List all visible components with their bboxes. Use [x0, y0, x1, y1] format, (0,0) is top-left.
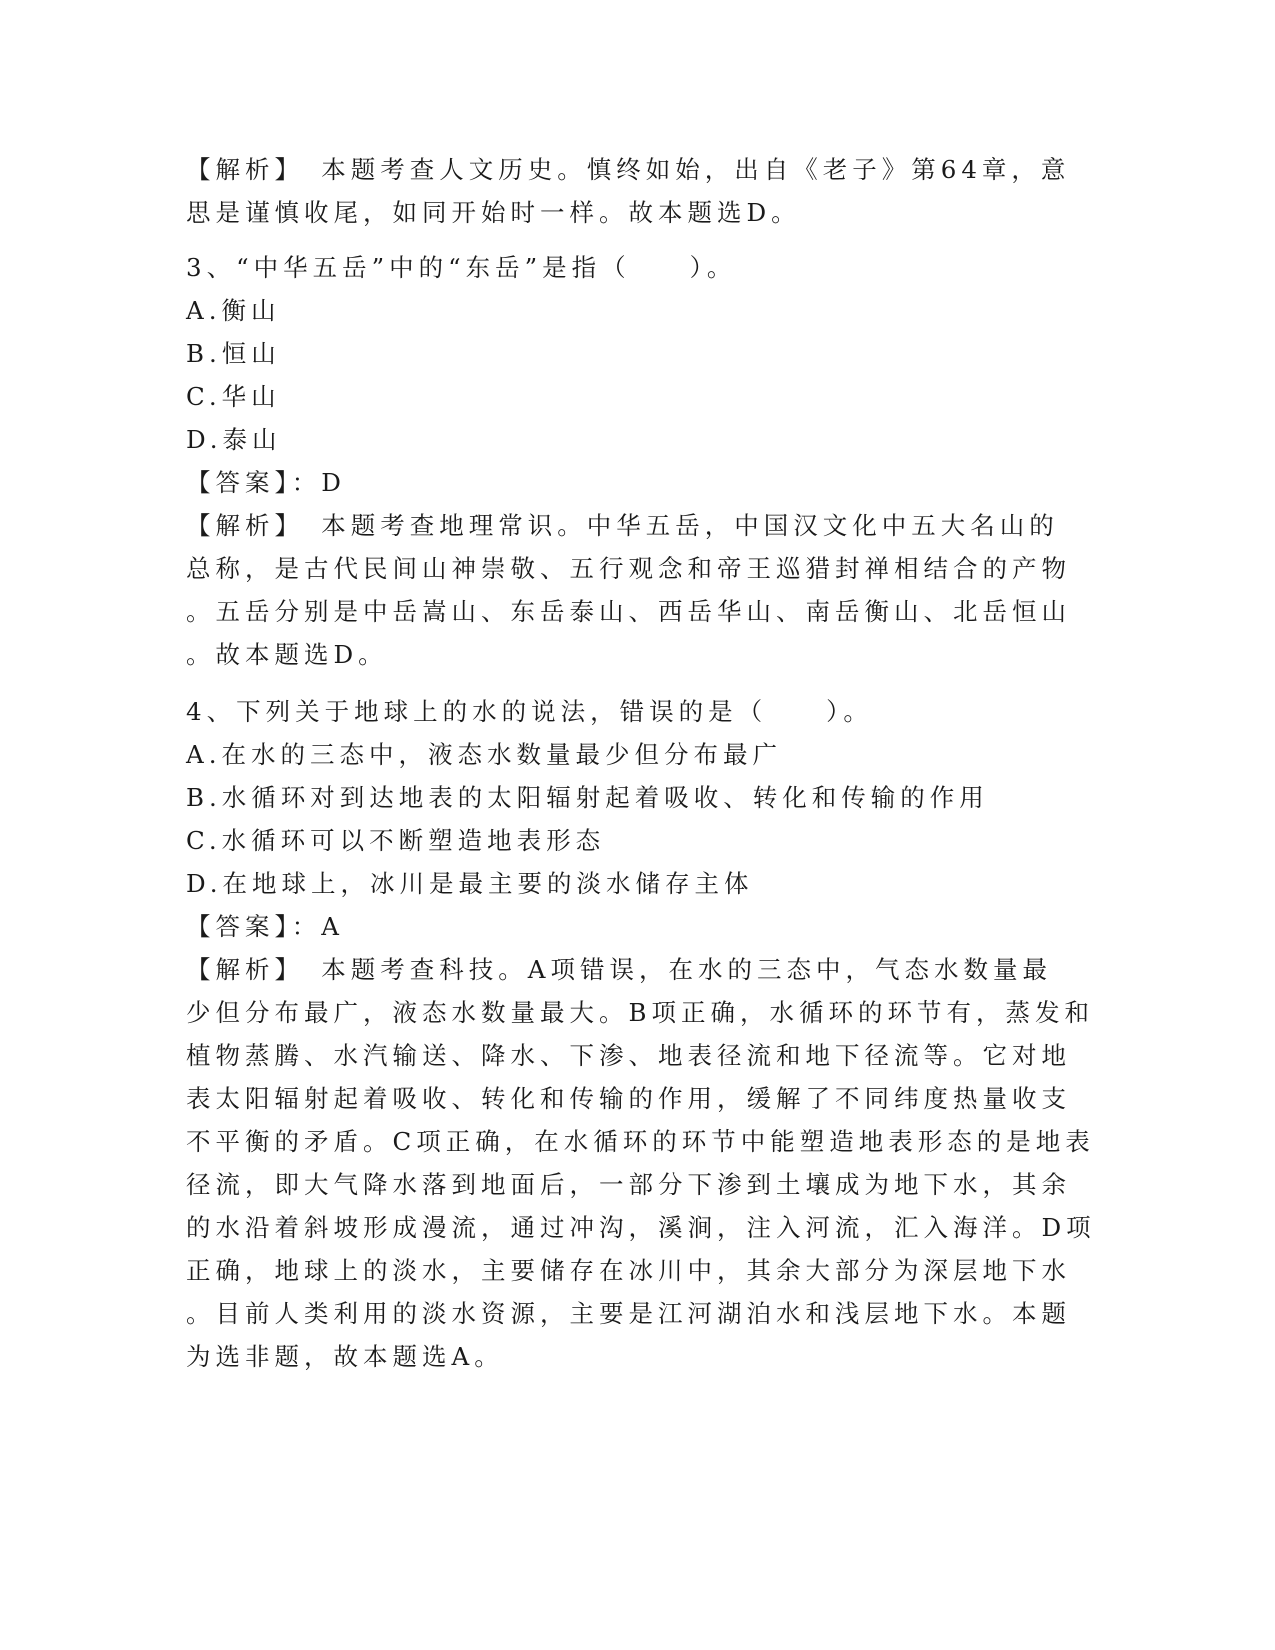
analysis-line: 表太阳辐射起着吸收、转化和传输的作用，缓解了不同纬度热量收支: [186, 1084, 1071, 1113]
answer-line: 【答案】：D: [186, 468, 346, 497]
option-a: A.衡山: [186, 296, 281, 325]
analysis-line: 【解析】 本题考查地理常识。中华五岳，中国汉文化中五大名山的: [186, 511, 1059, 540]
option-a: A.在水的三态中，液态水数量最少但分布最广: [186, 740, 782, 769]
analysis-line: 总称，是古代民间山神崇敬、五行观念和帝王巡猎封禅相结合的产物: [186, 554, 1071, 583]
option-c: C.水循环可以不断塑造地表形态: [186, 826, 606, 855]
question-stem: 3、“中华五岳”中的“东岳”是指（ ）。: [186, 253, 737, 282]
analysis-line: 。故本题选D。: [186, 640, 388, 669]
analysis-line: 径流，即大气降水落到地面后，一部分下渗到土壤成为地下水，其余: [186, 1170, 1071, 1199]
analysis-line: 不平衡的矛盾。C项正确，在水循环的环节中能塑造地表形态的是地表: [186, 1127, 1095, 1156]
analysis-line: 为选非题，故本题选A。: [186, 1342, 504, 1371]
option-b: B.水循环对到达地表的太阳辐射起着吸收、转化和传输的作用: [186, 783, 989, 812]
analysis-line: 的水沿着斜坡形成漫流，通过冲沟，溪涧，注入河流，汇入海洋。D项: [186, 1213, 1096, 1242]
analysis-line: 。目前人类利用的淡水资源，主要是江河湖泊水和浅层地下水。本题: [186, 1299, 1071, 1328]
analysis-line: 少但分布最广，液态水数量最大。B项正确，水循环的环节有，蒸发和: [186, 998, 1095, 1027]
analysis-block-q2: [186, 148, 1086, 234]
option-c: C.华山: [186, 382, 281, 411]
answer-line: 【答案】：A: [186, 912, 344, 941]
analysis-line: 正确，地球上的淡水，主要储存在冰川中，其余大部分为深层地下水: [186, 1256, 1071, 1285]
document-page: [186, 148, 1096, 1378]
option-b: B.恒山: [186, 339, 281, 368]
question-3: [186, 246, 1086, 676]
question-stem: 4、下列关于地球上的水的说法，错误的是（ ）。: [186, 697, 873, 726]
analysis-line: 【解析】 本题考查人文历史。慎终如始，出自《老子》第64章，意: [186, 155, 1071, 184]
analysis-line: 【解析】 本题考查科技。A项错误，在水的三态中，气态水数量最: [186, 955, 1052, 984]
question-4: [186, 690, 1096, 1378]
option-d: D.在地球上，冰川是最主要的淡水储存主体: [186, 869, 754, 898]
option-d: D.泰山: [186, 425, 282, 454]
analysis-line: 。五岳分别是中岳嵩山、东岳泰山、西岳华山、南岳衡山、北岳恒山: [186, 597, 1071, 626]
analysis-line: 思是谨慎收尾，如同开始时一样。故本题选D。: [186, 198, 801, 227]
analysis-line: 植物蒸腾、水汽输送、降水、下渗、地表径流和地下径流等。它对地: [186, 1041, 1071, 1070]
